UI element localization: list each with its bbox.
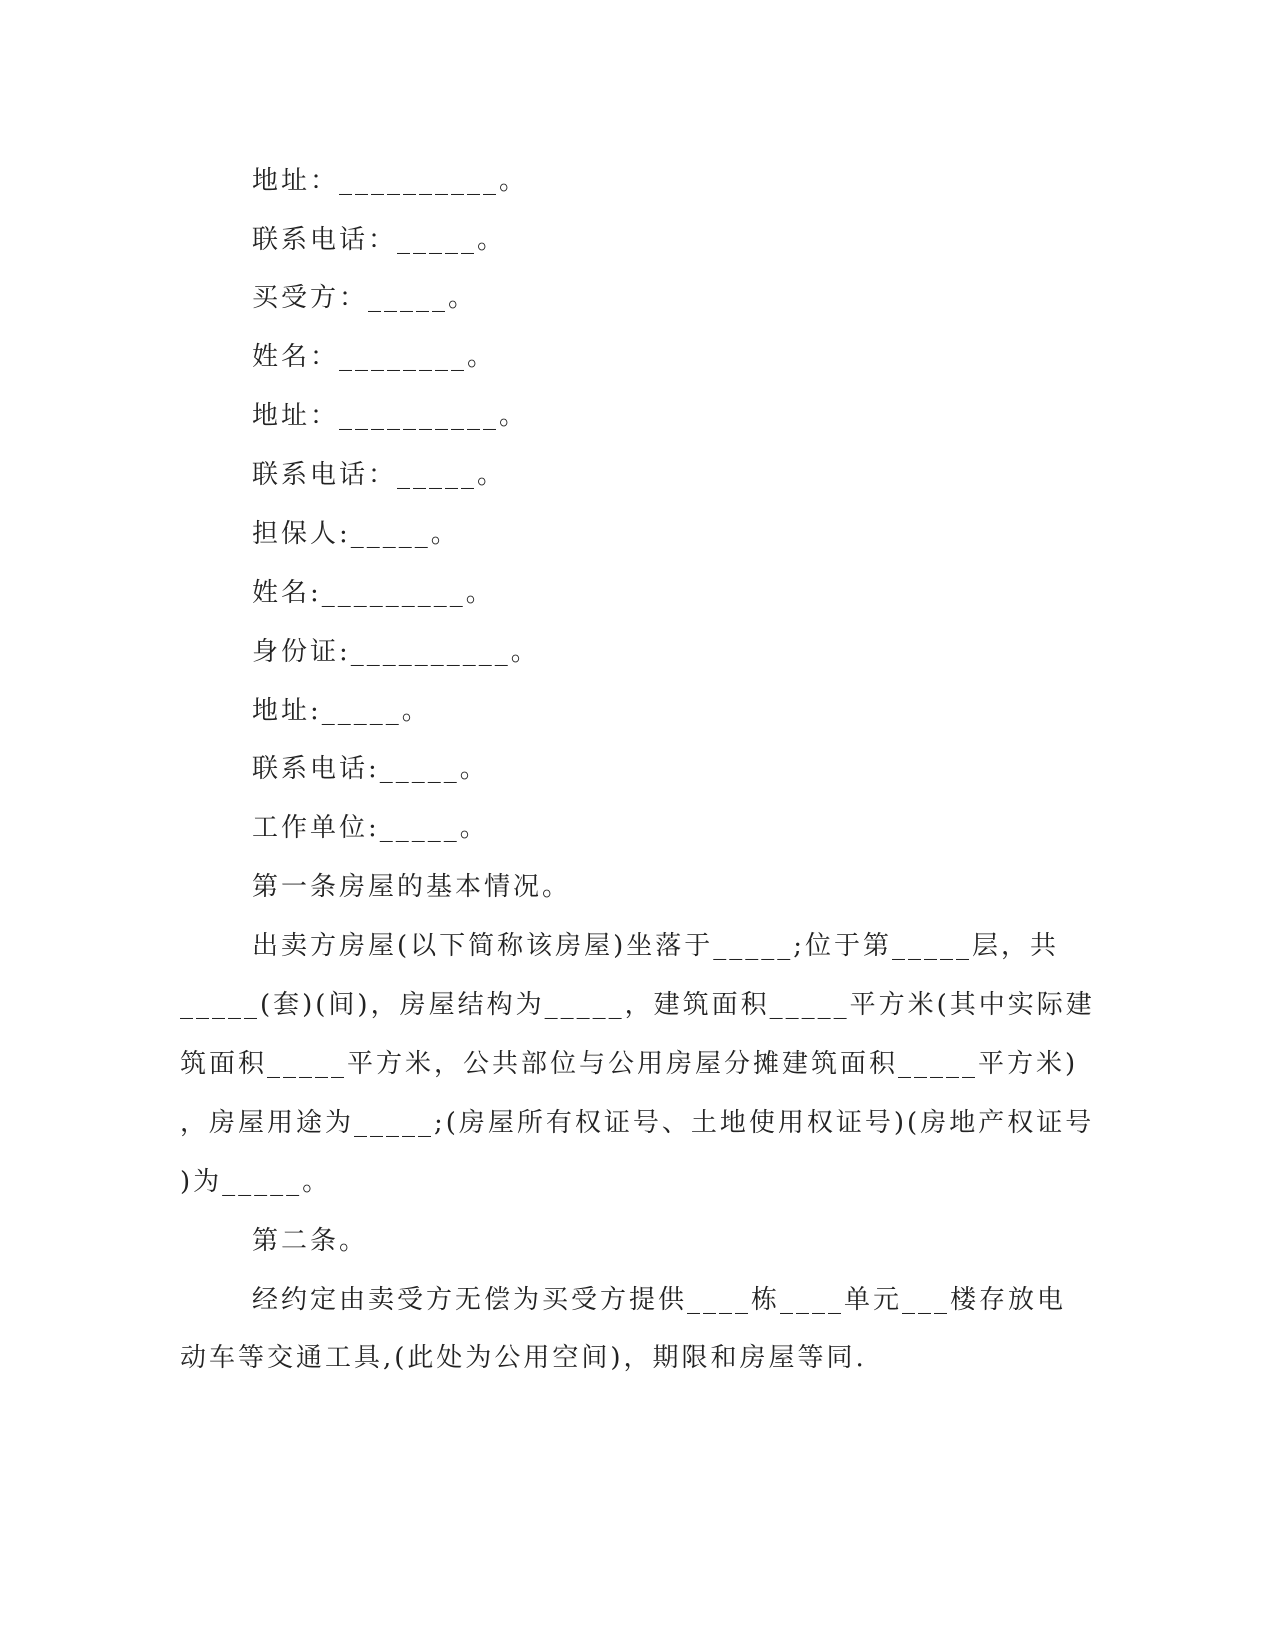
seller-address-line: 地址：__________。 — [252, 166, 529, 196]
article2-heading: 第二条。 — [252, 1226, 369, 1256]
guarantor-address-line: 地址:_____。 — [252, 696, 431, 726]
article1-text-line: ，房屋用途为_____;(房屋所有权证号、土地使用权证号)(房地产权证号 — [180, 1108, 1095, 1138]
buyer-line: 买受方：_____。 — [252, 283, 478, 313]
article1-text-line: 出卖方房屋(以下简称该房屋)坐落于_____;位于第_____层，共 — [252, 931, 1060, 961]
article2-text-line: 经约定由卖受方无偿为买受方提供____栋____单元___楼存放电 — [252, 1285, 1067, 1315]
buyer-address-line: 地址：__________。 — [252, 401, 529, 431]
article1-text-line: 筑面积_____平方米，公共部位与公用房屋分摊建筑面积_____平方米) — [180, 1049, 1079, 1079]
article1-text-line: _____(套)(间)，房屋结构为_____，建筑面积_____平方米(其中实际建 — [180, 990, 1095, 1020]
guarantor-name-line: 姓名:_________。 — [252, 578, 495, 608]
guarantor-phone-line: 联系电话:_____。 — [252, 754, 489, 784]
guarantor-employer-line: 工作单位:_____。 — [252, 813, 489, 843]
article1-heading: 第一条房屋的基本情况。 — [252, 872, 572, 902]
article1-text-line: )为_____。 — [180, 1167, 332, 1197]
article2-text-line: 动车等交通工具,(此处为公用空间)，期限和房屋等同. — [180, 1343, 867, 1373]
guarantor-id-line: 身份证:__________。 — [252, 637, 540, 667]
buyer-name-line: 姓名：________。 — [252, 342, 497, 372]
guarantor-line: 担保人:_____。 — [252, 519, 460, 549]
seller-phone-line: 联系电话：_____。 — [252, 225, 507, 255]
buyer-phone-line: 联系电话：_____。 — [252, 460, 507, 490]
